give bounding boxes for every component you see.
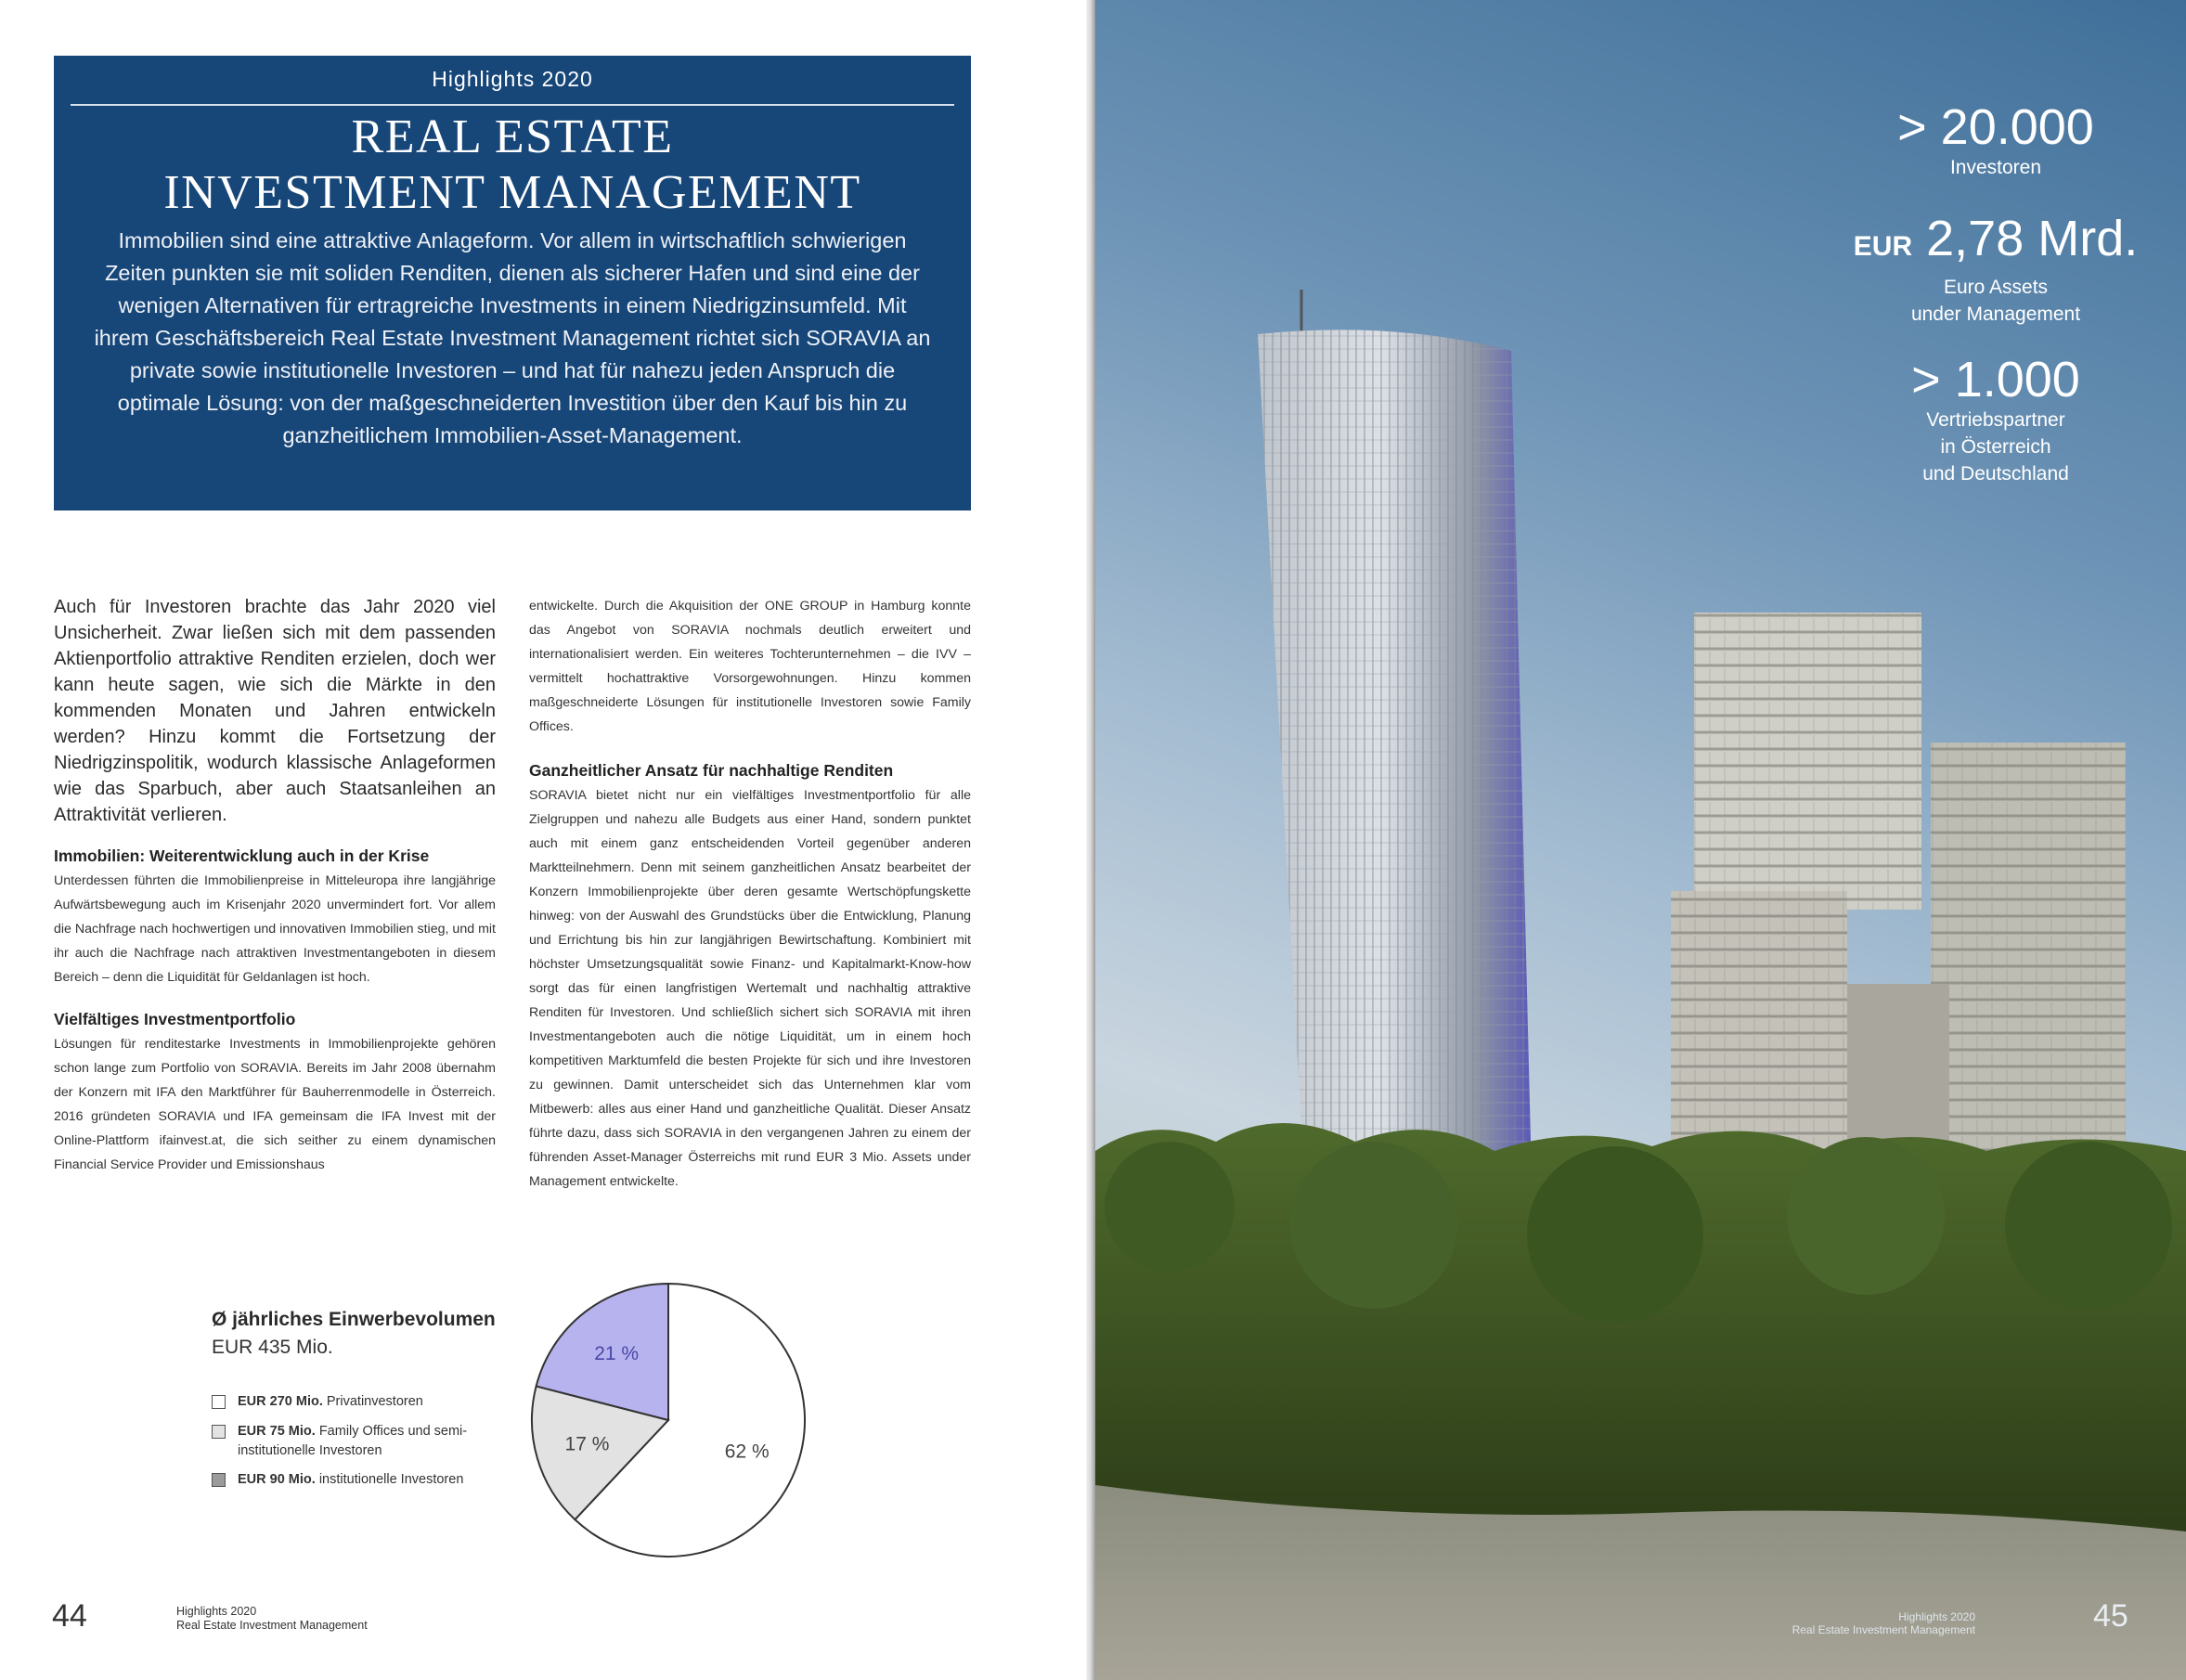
chart-title: Ø jährliches Einwerbevolumen — [212, 1309, 496, 1330]
header-divider — [71, 104, 954, 106]
legend-label: Privatinvestoren — [326, 1394, 423, 1409]
page-title — [54, 110, 971, 221]
pie-slice-label-0: 62 % — [724, 1441, 770, 1463]
paragraph-3: SORAVIA bietet nicht nur ein vielfältiges Investmentportfolio für alle Zielgruppen und nahezu alle Budgets aus einer Hand, sondern punktet auch mit einem ganz entscheidenden Vorteil gegenüber anderen Marktteilnehmern. Denn mit seinem ganzheitlichen Ansatz bearbeitet der Konzern Immobilienprojekte über deren gesamte Wertschöpfungskette hinweg: von der Auswahl des Grundstücks über die Entwicklung, Planung und Errichtung bis hin zur langjährigen Bewirtschaftung. Kombiniert mit höchster Umsetzungsqualität sowie Finanz- und Kapitalmarkt-Know-how sorgt das für einen langfristigen Wertemalt und nachhaltig attraktive Renditen für Investoren. Und schließlich sichert sich SORAVIA mit ihren Investmentangeboten auch die nötige Liquidität, um in einem hoch kompetitiven Marktumfeld die besten Projekte für sich und ihre Investoren zu gewinnen. Damit unterscheidet sich das Unternehmen klar vom Mitbewerb: alles aus einer Hand und ganzheitliche Qualität. Dieser Ansatz führte dazu, dass sich SORAVIA in den vergangenen Jahren zu einem der führenden Asset-Manager Österreichs mit rund EUR 3 Mio. Assets under Management entwickelte. — [529, 788, 971, 1189]
legend-swatch — [212, 1425, 226, 1439]
legend-label: Family Offices und semi-institutionelle Investoren — [238, 1424, 468, 1458]
legend-swatch — [212, 1395, 226, 1409]
page-number-right: 45 — [2093, 1598, 2128, 1634]
paragraph-2: Lösungen für renditestarke Investments in Immobilienprojekte gehören schon lange zum Portfolio von SORAVIA. Bereits im Jahr 2008 übernahm der Konzern mit IFA den Marktführer für Bauherrenmodelle in Österreich. 2016 gründeten SORAVIA und IFA gemeinsam die IFA Invest mit der Online-Plattform ifainvest.at, die sich seither zu einem dynamischen Financial Service Provider und Emissionshaus — [54, 1037, 496, 1172]
paragraph-2-continued: entwickelte. Durch die Akquisition der ONE GROUP in Hamburg konnte das Angebot von SORAVIA nochmals deutlich erweitert und internationalisiert werden. Ein weiteres Tochterunternehmen – die IVV – vermittelt hochattraktive Vorsorgewohnungen. Hinzu kommen maßgeschneiderte Lösungen für institutionelle Investoren sowie Family Offices. — [529, 599, 971, 734]
stat-partners — [1810, 353, 2181, 487]
left-page — [0, 0, 1086, 1680]
footer-line2: Real Estate Investment Management — [176, 1619, 368, 1632]
running-footer-left — [176, 1605, 368, 1633]
pie-slice-label-2: 21 % — [594, 1342, 640, 1364]
subheading-1: Immobilien: Weiterentwicklung auch in der Krise — [54, 846, 430, 865]
stat-investors — [1810, 100, 2181, 181]
subheading-2: Vielfältiges Investmentportfolio — [54, 1010, 296, 1028]
header-kicker: Highlights 2020 — [432, 67, 593, 91]
pie-chart — [520, 1276, 817, 1573]
legend-swatch — [212, 1473, 226, 1487]
header-box — [54, 56, 971, 510]
stat-partners-label2: in Österreich — [1940, 436, 2051, 458]
footer-line1: Highlights 2020 — [1898, 1610, 1975, 1623]
legend-label: institutionelle Investoren — [318, 1472, 464, 1487]
stat-partners-label1: Vertriebspartner — [1926, 409, 2065, 431]
page-number-left: 44 — [52, 1598, 87, 1634]
stat-assets-currency: EUR — [1853, 231, 1913, 262]
page-title-line1: REAL ESTATE — [351, 110, 674, 163]
stat-assets-label1: Euro Assets — [1943, 277, 2049, 298]
right-page — [1095, 0, 2186, 1680]
chart-subtitle: EUR 435 Mio. — [212, 1337, 333, 1358]
header-intro: Immobilien sind eine attraktive Anlageform. Vor allem in wirtschaftlich schwierigen Zeiten punkten sie mit soliden Renditen, dienen als sicherer Hafen und sind eine der wenigen Alternativen für ertragreiche Investments in einem Niedrigzinsumfeld. Mit ihrem Geschäftsbereich Real Estate Investment Management richtet sich SORAVIA an private sowie institutionelle Investoren – und hat für nahezu jeden Anspruch die optimale Lösung: von der maßgeschneiderten Investition über den Kauf bis hin zu ganzheitlichem Immobilien-Asset-Management. — [94, 228, 931, 447]
footer-line2: Real Estate Investment Management — [1791, 1623, 1975, 1636]
book-spine — [1086, 0, 1095, 1680]
stat-assets-value: 2,78 Mrd. — [1926, 211, 2139, 266]
stat-assets — [1810, 212, 2181, 328]
paragraph-1: Unterdessen führten die Immobilienpreise in Mitteleuropa ihre langjährige Aufwärtsbewegung auch im Krisenjahr 2020 unvermindert fort. Vor allem die Nachfrage nach hochwertigen und innovativen Immobilien stieg, und mit ihr auch die Nachfrage nach attraktiven Investmentangeboten in diesem Bereich – denn die Liquidität für Geldanlagen ist hoch. — [54, 873, 496, 985]
stat-assets-label2: under Management — [1910, 304, 2081, 325]
stat-partners-label3: und Deutschland — [1922, 463, 2069, 485]
legend-amount: EUR 90 Mio. — [238, 1472, 316, 1487]
body-column-1 — [54, 594, 496, 1195]
legend-amount: EUR 75 Mio. — [238, 1424, 316, 1439]
subheading-3: Ganzheitlicher Ansatz für nachhaltige Renditen — [529, 761, 894, 780]
page-title-line2: INVESTMENT MANAGEMENT — [163, 166, 861, 219]
footer-line1: Highlights 2020 — [176, 1605, 257, 1618]
pie-slice-label-1: 17 % — [564, 1433, 610, 1455]
legend-amount: EUR 270 Mio. — [238, 1394, 323, 1409]
stat-partners-value: > 1.000 — [1911, 352, 2080, 407]
running-footer-right — [1771, 1610, 1975, 1636]
stat-investors-value: > 20.000 — [1897, 99, 2094, 155]
stat-investors-label: Investoren — [1949, 157, 2042, 178]
lead-paragraph: Auch für Investoren brachte das Jahr 2020 viel Unsicherheit. Zwar ließen sich mit dem passenden Aktienportfolio attraktive Renditen erzielen, doch wer kann heute sagen, wie sich die Märkte in den kommenden Monaten und Jahren entwickeln werden? Hinzu kommt die Fortsetzung der Niedrigzinspolitik, wodurch klassische Anlageformen wie das Sparbuch, aber auch Staatsanleihen an Attraktivität verlieren. — [54, 597, 496, 825]
body-column-2 — [529, 594, 971, 1212]
